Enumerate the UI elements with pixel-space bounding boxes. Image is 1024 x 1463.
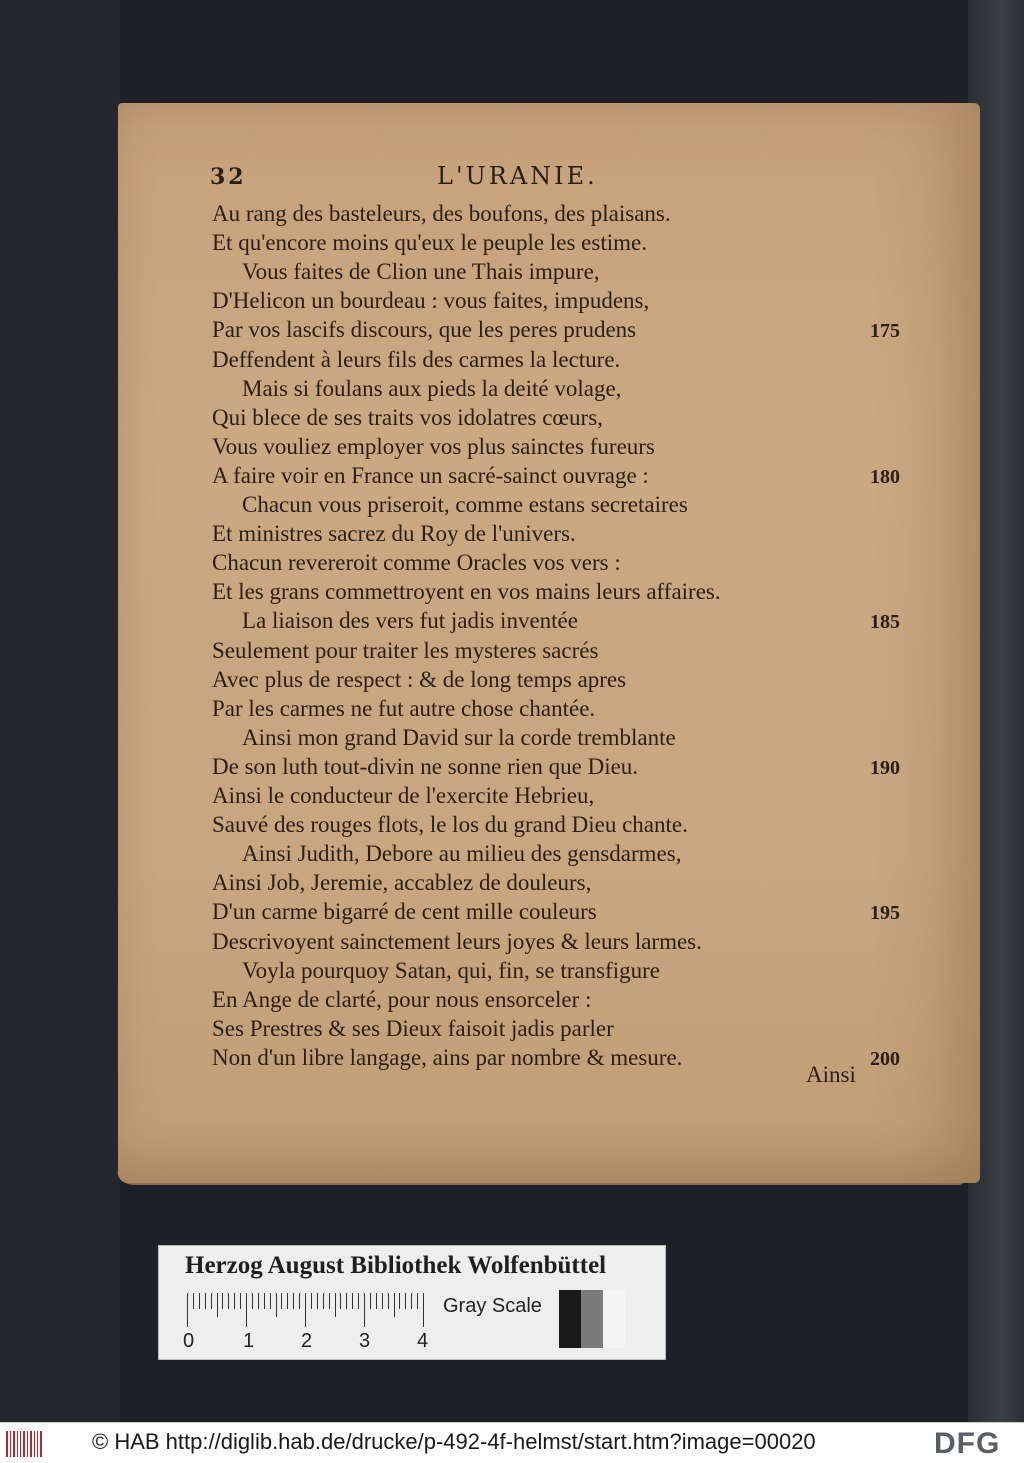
footer-bar [0, 1422, 1024, 1463]
ruler-tick [405, 1293, 406, 1309]
catchword: Ainsi [806, 1062, 856, 1087]
poem-line: A faire voir en France un sacré-sainct ouvrage : [212, 462, 649, 488]
poem-line: Non d'un libre langage, ains par nombre & mesure. [212, 1044, 683, 1070]
ruler-tick [287, 1293, 288, 1309]
ruler-tick [311, 1293, 312, 1309]
poem-line: Et ministres sacrez du Roy de l'univers. [212, 521, 576, 547]
poem-line: Chacun revereroit comme Oracles vos vers : [212, 550, 621, 576]
line-number: 175 [870, 320, 900, 343]
poem-line: D'un carme bigarré de cent mille couleurs [212, 899, 597, 925]
scale-label: 1 [243, 1330, 255, 1352]
barcode-bar [37, 1431, 38, 1457]
dfg-logo: DFG [934, 1427, 1001, 1460]
ruler-tick [394, 1293, 395, 1317]
poem-line: Par les carmes ne fut autre chose chantée. [212, 695, 596, 721]
ruler-tick [335, 1293, 336, 1317]
barcode-bar [6, 1431, 8, 1457]
poem-line: Chacun vous priseroit, comme estans secretaires [242, 492, 688, 517]
ruler-tick [199, 1293, 200, 1309]
ruler-tick [370, 1293, 371, 1309]
ruler-tick [228, 1293, 229, 1309]
running-title: L'URANIE. [437, 162, 598, 190]
scale-label: 0 [183, 1330, 195, 1352]
ruler-tick [187, 1293, 188, 1327]
gray-swatch [559, 1290, 581, 1348]
gray-scale-swatches [559, 1290, 625, 1348]
scale-label: 4 [417, 1330, 429, 1352]
barcode-bar [40, 1431, 42, 1457]
ruler-tick [246, 1293, 247, 1327]
barcode-bar [13, 1431, 15, 1457]
poem-line: Descrivoyent sainctement leurs joyes & leurs larmes. [212, 928, 702, 954]
scan-background-left [0, 0, 120, 1422]
running-header [205, 160, 665, 194]
poem-line: Vous faites de Clion une Thais impure, [242, 259, 600, 285]
poem-line: Ainsi le conducteur de l'exercite Hebrieu, [212, 783, 595, 808]
ruler-tick [364, 1293, 365, 1327]
poem-line: Ainsi Judith, Debore au milieu des gensdarmes, [242, 841, 682, 867]
poem-line: Deffendent à leurs fils des carmes la lecture. [212, 346, 621, 372]
poem-line: D'Helicon un bourdeau : vous faites, impudens, [212, 288, 650, 314]
ruler-tick [376, 1293, 377, 1309]
ruler-tick [388, 1293, 389, 1309]
ruler-tick [411, 1293, 412, 1309]
ruler-tick [323, 1293, 324, 1309]
poem-line: De son luth tout-divin ne sonne rien que Dieu. [212, 753, 639, 779]
ruler-tick [346, 1293, 347, 1309]
ruler-tick [382, 1293, 383, 1309]
ruler-tick [234, 1293, 235, 1309]
line-number: 190 [870, 756, 900, 779]
ruler-tick [205, 1293, 206, 1309]
barcode-bar [34, 1431, 35, 1457]
ruler-tick [340, 1293, 341, 1309]
ruler-tick [281, 1293, 282, 1309]
barcode-bar [30, 1431, 32, 1457]
poem-line: Ses Prestres & ses Dieux faisoit jadis parler [212, 1015, 614, 1041]
gray-swatch [603, 1290, 625, 1348]
poem-line: La liaison des vers fut jadis inventée [242, 608, 578, 634]
hab-barcode-icon [6, 1431, 48, 1457]
poem-line: Au rang des basteleurs, des boufons, des plaisans. [212, 201, 671, 226]
ruler-tick [305, 1293, 306, 1327]
ruler-tick [399, 1293, 400, 1309]
ruler-tick [222, 1293, 223, 1309]
ruler-tick [193, 1293, 194, 1309]
ruler-tick [270, 1293, 271, 1309]
line-number: 180 [870, 465, 900, 488]
ruler-tick [264, 1293, 265, 1309]
scale-label: 3 [359, 1330, 371, 1352]
gray-scale-label: Gray Scale [443, 1295, 542, 1317]
ruler-tick [417, 1293, 418, 1309]
page-number: 32 [210, 164, 247, 190]
ruler-tick [276, 1293, 277, 1317]
ruler-tick [352, 1293, 353, 1309]
barcode-bar [23, 1431, 25, 1457]
line-number: 200 [870, 1047, 900, 1070]
poem-line: Par vos lascifs discours, que les peres prudens [212, 317, 637, 343]
line-number: 195 [870, 902, 900, 925]
ruler-tick [329, 1293, 330, 1309]
barcode-bar [20, 1431, 21, 1457]
poem-line: Ainsi mon grand David sur la corde tremblante [242, 724, 676, 750]
poem-line: Et qu'encore moins qu'eux le peuple les estime. [212, 230, 647, 256]
ruler-tick [240, 1293, 241, 1309]
ruler-tick [358, 1293, 359, 1309]
library-color-card [158, 1245, 666, 1360]
ruler-tick [317, 1293, 318, 1309]
ruler-tick [293, 1293, 294, 1309]
scale-label: 2 [301, 1330, 313, 1352]
ruler-tick [258, 1293, 259, 1309]
poem-line: Voyla pourquoy Satan, qui, fin, se transfigure [242, 957, 660, 983]
barcode-bar [10, 1431, 11, 1457]
poem-line: En Ange de clarté, pour nous ensorceler : [212, 986, 592, 1012]
gray-swatch [581, 1290, 603, 1348]
cm-ruler [187, 1293, 427, 1329]
ruler-tick [252, 1293, 253, 1309]
ruler-tick [299, 1293, 300, 1309]
poem-line: Mais si foulans aux pieds la deité volage, [242, 375, 622, 401]
poem-line: Seulement pour traiter les mysteres sacrés [212, 637, 599, 663]
barcode-bar [17, 1431, 18, 1457]
ruler-tick [217, 1293, 218, 1317]
barcode-bar [27, 1431, 28, 1457]
citation-link[interactable]: © HAB http://diglib.hab.de/drucke/p-492-4f-helmst/start.htm?image=00020 [92, 1429, 816, 1454]
line-number: 185 [870, 611, 900, 634]
ruler-tick [423, 1293, 424, 1327]
poem-line: Ainsi Job, Jeremie, accablez de douleurs, [212, 870, 592, 896]
ruler-tick [211, 1293, 212, 1309]
poem-line: Sauvé des rouges flots, le los du grand Dieu chante. [212, 812, 688, 838]
poem-line: Qui blece de ses traits vos idolatres cœurs, [212, 404, 603, 430]
library-name: Herzog August Bibliothek Wolfenbüttel [185, 1252, 607, 1279]
poem-line: Et les grans commettroyent en vos mains leurs affaires. [212, 579, 721, 605]
poem-line: Vous vouliez employer vos plus sainctes fureurs [212, 433, 655, 459]
poem-line: Avec plus de respect : & de long temps apres [212, 666, 627, 692]
